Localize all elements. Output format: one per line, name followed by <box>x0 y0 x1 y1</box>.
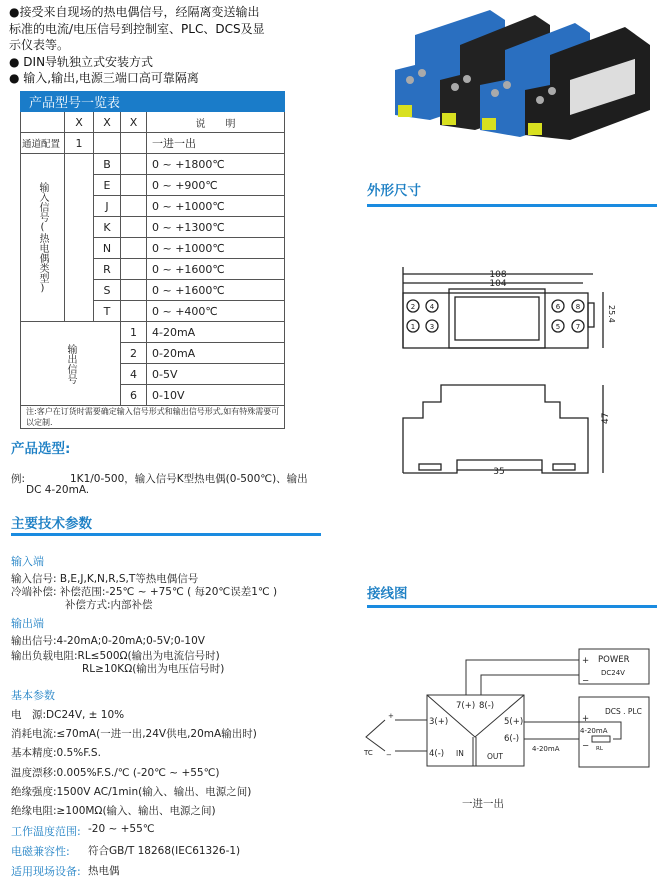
width-inner-label: 104 <box>489 279 507 289</box>
header-cell <box>21 112 65 133</box>
terminal-4: 4(-) <box>429 749 445 759</box>
output-section-title: 输出端 <box>11 617 44 630</box>
spec-line: 基本精度:0.5%F.S. <box>11 747 101 759</box>
rl-label: RL <box>596 746 603 752</box>
terminal-label: 5 <box>555 323 561 331</box>
code-cell: R <box>94 259 121 280</box>
desc-cell: 0-20mA <box>147 343 285 364</box>
code-cell: T <box>94 301 121 322</box>
intro-line: ●接受来自现场的热电偶信号，经隔离变送输出 <box>9 5 260 19</box>
code-cell: 1 <box>121 322 147 343</box>
terminal-label: 8 <box>575 303 581 311</box>
out-label: OUT <box>487 752 503 761</box>
plus-sign: + <box>582 656 590 666</box>
desc-cell: 0 ~ +1300℃ <box>147 217 285 238</box>
code-cell: 6 <box>121 385 147 406</box>
depth-label: 47 <box>601 412 611 424</box>
spec-line: 输入信号: B,E,J,K,N,R,S,T等热电偶信号 <box>11 573 199 585</box>
table-note: 注:客户在订货时需要确定输入信号形式和输出信号形式,如有特殊需要可以定制. <box>21 406 285 429</box>
specs-title: 主要技术参数 <box>11 516 92 532</box>
plus-sign: + <box>388 712 394 720</box>
desc-cell: 0 ~ +900℃ <box>147 175 285 196</box>
dcs-label: DCS . PLC <box>605 707 642 716</box>
table-header-row <box>21 112 285 133</box>
output-current-label: 4-20mA <box>532 745 560 753</box>
terminal-8: 8(-) <box>479 701 495 711</box>
desc-cell: 一进一出 <box>147 133 285 154</box>
wiring-diagram <box>360 640 668 820</box>
example-label: 例: <box>11 473 26 485</box>
power-voltage: DC24V <box>601 669 625 677</box>
spec-value: 符合GB/T 18268(IEC61326-1) <box>88 845 241 857</box>
dimension-drawing <box>395 260 615 480</box>
input-section-title: 输入端 <box>11 555 44 568</box>
selection-title: 产品选型: <box>11 441 71 457</box>
code-cell: K <box>94 217 121 238</box>
terminal-label: 7 <box>575 323 581 331</box>
header-cell: X <box>94 112 121 133</box>
table-row <box>21 322 285 343</box>
code-cell: J <box>94 196 121 217</box>
desc-cell: 0 ~ +1000℃ <box>147 238 285 259</box>
code-cell: N <box>94 238 121 259</box>
example-text: DC 4-20mA. <box>26 484 90 496</box>
terminal-label: 6 <box>555 303 561 311</box>
output-label: 输出信号 <box>65 343 76 384</box>
intro-line: 标准的电流/电压信号到控制室、PLC、DCS及显 <box>9 21 265 36</box>
table-title: 产品型号一览表 <box>21 92 285 112</box>
tc-label: TC <box>364 749 373 757</box>
desc-cell: 0 ~ +1600℃ <box>147 280 285 301</box>
example-text: 1K1/0-500，输入信号K型热电偶(0-500℃)、输出 <box>70 473 308 485</box>
output-label-cell <box>21 322 121 406</box>
dimensions-title: 外形尺寸 <box>367 183 421 199</box>
terminal-7: 7(+) <box>456 701 476 711</box>
minus-sign: − <box>582 676 590 686</box>
section-divider <box>367 605 657 608</box>
code-cell: B <box>94 154 121 175</box>
desc-cell: 0 ~ +1800℃ <box>147 154 285 175</box>
row-label: 通道配置 <box>21 133 65 154</box>
spec-line: 冷端补偿: 补偿范围:-25℃ ~ +75℃ ( 每20℃误差1℃ ) <box>11 586 278 598</box>
intro-text <box>9 4 265 87</box>
wiring-caption: 一进一出 <box>462 798 504 810</box>
power-label: POWER <box>598 655 630 665</box>
minus-sign: − <box>582 741 590 751</box>
code-cell: S <box>94 280 121 301</box>
spec-line: 绝缘电阻:≥100MΩ(输入、输出、电源之间) <box>11 805 216 817</box>
spec-value: -20 ~ +55℃ <box>88 823 155 835</box>
spec-line: 补偿方式:内部补偿 <box>65 599 153 611</box>
intro-line: ● DIN导轨独立式安装方式 <box>9 54 154 69</box>
table-row <box>21 133 285 154</box>
spec-line: 消耗电流:≤70mA(一进一出,24V供电,20mA输出时) <box>11 728 257 740</box>
spec-line: 温度漂移:0.005%F.S./℃ (-20℃ ~ +55℃) <box>11 767 220 779</box>
desc-cell: 0-10V <box>147 385 285 406</box>
terminal-5: 5(+) <box>504 717 524 727</box>
intro-line: ● 输入,输出,电源三端口高可靠隔离 <box>9 71 199 85</box>
desc-cell: 0-5V <box>147 364 285 385</box>
header-cell: 说 明 <box>147 112 285 133</box>
table-row <box>21 154 285 175</box>
spec-line: 输出负载电阻:RL≤500Ω(输出为电流信号时) <box>11 650 220 662</box>
terminal-6: 6(-) <box>504 734 520 744</box>
loop-label: 4-20mA <box>580 727 608 735</box>
height-label: 25.4 <box>607 305 616 323</box>
code-cell: 2 <box>121 343 147 364</box>
desc-cell: 0 ~ +1000℃ <box>147 196 285 217</box>
desc-cell: 4-20mA <box>147 322 285 343</box>
terminal-label: 2 <box>410 303 416 311</box>
basic-section-title: 基本参数 <box>11 689 55 702</box>
code-cell: E <box>94 175 121 196</box>
code-cell: 1 <box>65 133 94 154</box>
input-label-cell <box>21 154 65 322</box>
spec-line: RL≥10KΩ(输出为电压信号时) <box>82 663 225 675</box>
in-label: IN <box>456 749 464 758</box>
spec-line: 电 源:DC24V, ± 10% <box>11 709 125 721</box>
terminal-label: 3 <box>429 323 435 331</box>
plus-sign: + <box>582 714 590 724</box>
spec-line: 绝缘强度:1500V AC/1min(输入、输出、电源之间) <box>11 786 252 798</box>
terminal-3: 3(+) <box>429 717 449 727</box>
product-photo <box>370 5 660 140</box>
spec-label: 工作温度范围: <box>11 825 81 838</box>
header-cell: X <box>65 112 94 133</box>
wiring-title: 接线图 <box>367 586 408 602</box>
header-cell: X <box>121 112 147 133</box>
terminal-label: 4 <box>429 303 435 311</box>
rail-label: 35 <box>493 467 505 477</box>
terminal-label: 1 <box>410 323 416 331</box>
spec-line: 输出信号:4-20mA;0-20mA;0-5V;0-10V <box>11 635 205 647</box>
spec-label: 适用现场设备: <box>11 865 81 878</box>
desc-cell: 0 ~ +400℃ <box>147 301 285 322</box>
section-divider <box>367 204 657 207</box>
model-table <box>20 91 285 429</box>
intro-line: 示仪表等。 <box>9 38 70 52</box>
code-cell: 4 <box>121 364 147 385</box>
input-label: 输入信号(热电偶类型) <box>37 181 48 294</box>
section-divider <box>11 533 321 536</box>
desc-cell: 0 ~ +1600℃ <box>147 259 285 280</box>
width-outer-label: 108 <box>489 270 507 280</box>
spec-label: 电磁兼容性: <box>11 845 70 858</box>
spec-value: 热电偶 <box>88 865 120 877</box>
minus-sign: − <box>386 751 392 759</box>
